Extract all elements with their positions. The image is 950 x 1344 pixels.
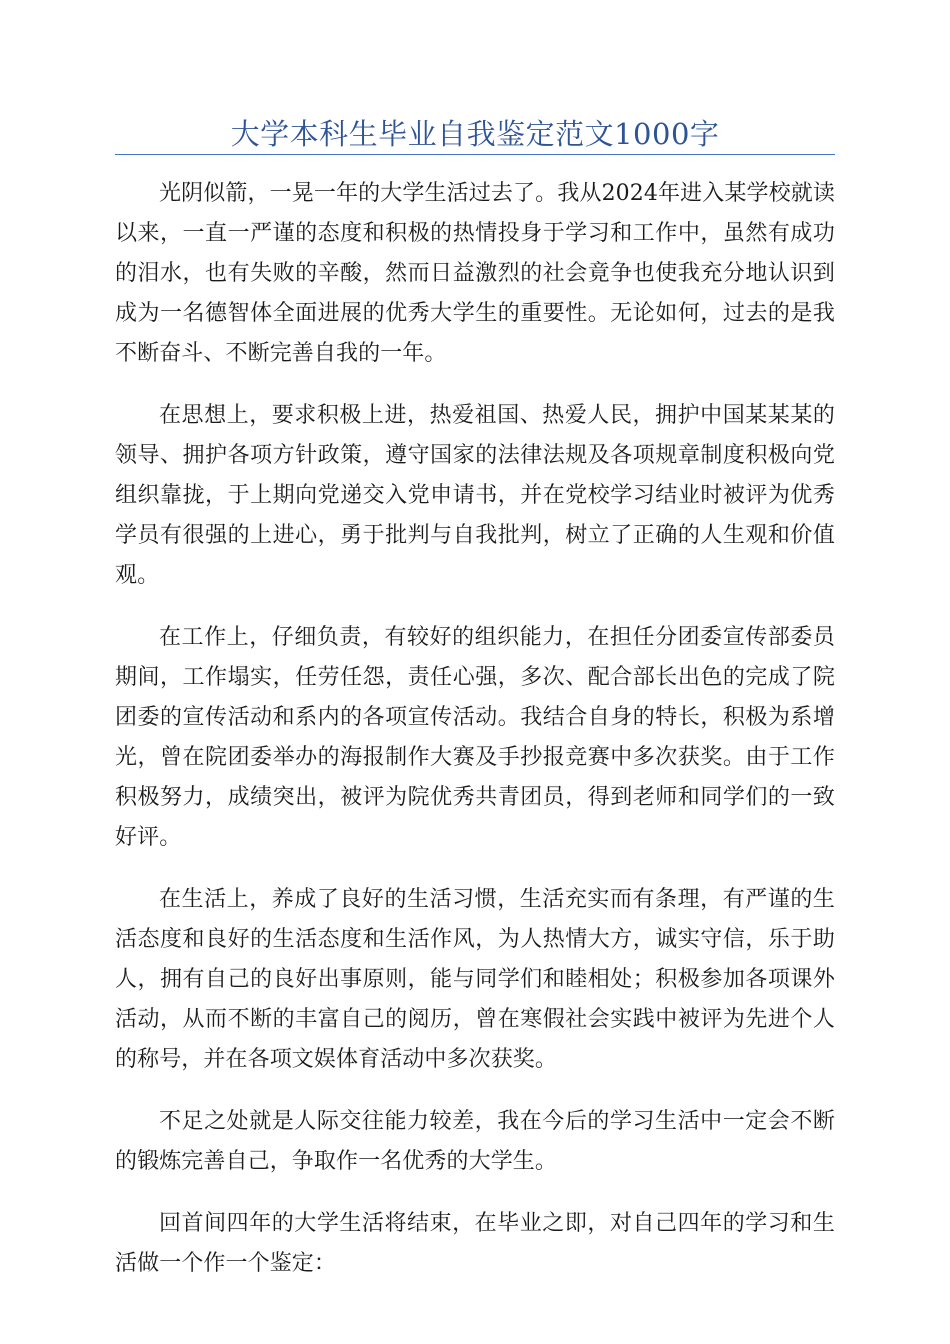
paragraph-intro: 光阴似箭，一晃一年的大学生活过去了。我从2024年进入某学校就读以来，一直一严谨的态度和积极的热情投身于学习和工作中，虽然有成功的泪水，也有失败的辛酸，然而日益激烈的社会竟争也使我充分地认识到成为一名德智体全面进展的优秀大学生的重要性。无论如何，过去的是我不断奋斗、不断完善自我的一年。 — [115, 181, 835, 366]
paragraph-work: 在工作上，仔细负责，有较好的组织能力，在担任分团委宣传部委员期间，工作塌实，任劳任怨，责任心强，多次、配合部长出色的完成了院团委的宣传活动和系内的各项宣传活动。我结合自身的特长，积极为系增光，曾在院团委举办的海报制作大赛及手抄报竞赛中多次获奖。由于工作积极努力，成绩突出，被评为院优秀共青团员，得到老师和同学们的一致好评。 — [115, 625, 835, 850]
paragraph-life: 在生活上，养成了良好的生活习惯，生活充实而有条理，有严谨的生活态度和良好的生活态度和生活作风，为人热情大方，诚实守信，乐于助人，拥有自己的良好出事原则，能与同学们和睦相处；积极参加各项课外活动，从而不断的丰富自己的阅历，曾在寒假社会实践中被评为先进个人的称号，并在各项文娱体育活动中多次获奖。 — [115, 887, 835, 1072]
document-title: 大学本科生毕业自我鉴定范文1000字 — [230, 117, 720, 151]
title-underline-rule — [115, 154, 835, 155]
paragraph-ideology: 在思想上，要求积极上进，热爱祖国、热爱人民，拥护中国某某某的领导、拥护各项方针政策，遵守国家的法律法规及各项规章制度积极向党组织靠拢，于上期向党递交入党申请书，并在党校学习结业时被评为优秀学员有很强的上进心，勇于批判与自我批判，树立了正确的人生观和价值观。 — [115, 403, 835, 588]
paragraph-shortcomings: 不足之处就是人际交往能力较差，我在今后的学习生活中一定会不断的锻炼完善自己，争取作一名优秀的大学生。 — [115, 1109, 835, 1174]
document-body — [115, 174, 835, 1306]
paragraph-summary: 回首间四年的大学生活将结束，在毕业之即，对自己四年的学习和生活做一个作一个鉴定： — [115, 1211, 835, 1276]
